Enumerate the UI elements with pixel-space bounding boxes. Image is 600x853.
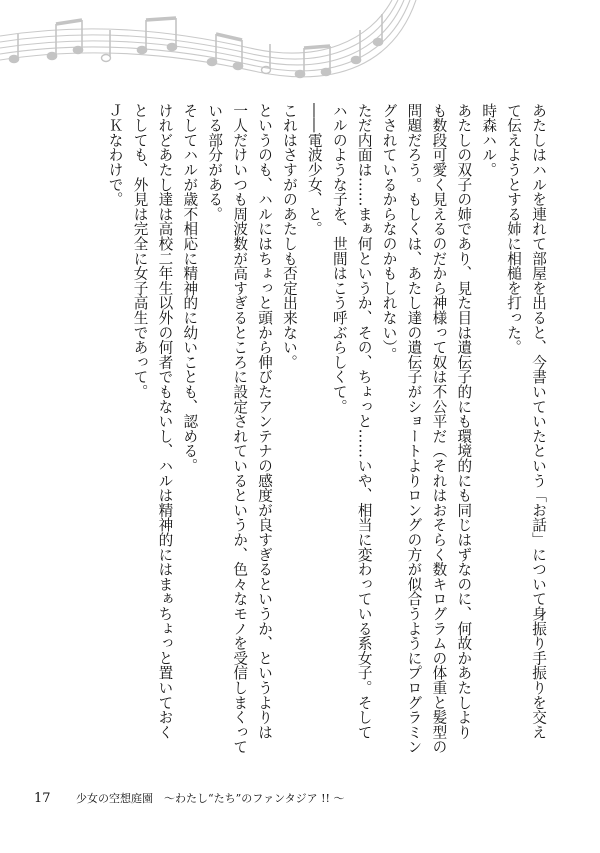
- text-line: ただ内面は……まぁ何というか、その、ちょっと……いや、相当に変わっている系女子。そして: [355, 103, 373, 740]
- text-line: て伝えようとする姉に相槌を打った。: [505, 103, 523, 355]
- body-text: [52, 103, 550, 755]
- page-footer: [34, 790, 344, 806]
- text-line: 一人だけいつも周波数が高すぎるところに設定されているというか、色々なモノを受信しまくって: [231, 103, 249, 755]
- text-line: 時森ハル。: [480, 103, 498, 177]
- text-line: グされているからなのかもしれない）。: [380, 103, 398, 363]
- text-line: そしてハルが歳不相応に精神的に幼いことも、認める。: [181, 103, 199, 473]
- text-line: ハルのような子を、世間はこう呼ぶらしくて。: [330, 103, 348, 414]
- text-line: としても、外見は完全に女子高生であって。: [131, 103, 149, 399]
- music-staff-decoration: [0, 0, 600, 110]
- text-line: というのも、ハルにはちょっと頭から伸びたアンテナの感度が良すぎるというか、というよりは: [256, 103, 274, 740]
- text-line: ――電波少女、と。: [305, 103, 323, 237]
- text-line: 問題だろう。もしくは、あたし達の遺伝子がショートよりロングの方が似合うようにプログラミン: [405, 103, 423, 755]
- text-line: けれどあたし達は高校二年生以外の何者でもないし、ハルは精神的にはまぁちょっと置いておく: [156, 103, 174, 740]
- text-line: いる部分がある。: [206, 103, 224, 222]
- book-title: 少女の空想庭園 ～わたし“たち”のファンタジア !! ～: [76, 792, 345, 805]
- text-line: これはさすがのあたしも否定出来ない。: [280, 103, 298, 370]
- text-line: あたしの双子の姉であり、見た目は遺伝子的にも環境的にも同じはずなのに、何故かあたしより: [455, 103, 473, 740]
- page-number: 17: [34, 791, 51, 806]
- text-line: あたしはハルを連れて部屋を出ると、今書いていたという「お話」について身振り手振りを交え: [530, 103, 547, 740]
- text-line: も数段可愛く見えるのだから神様って奴は不公平だ（それはおそらく数キログラムの体重と髪型の: [430, 103, 448, 755]
- text-line: ＪＫなわけで。: [106, 103, 124, 207]
